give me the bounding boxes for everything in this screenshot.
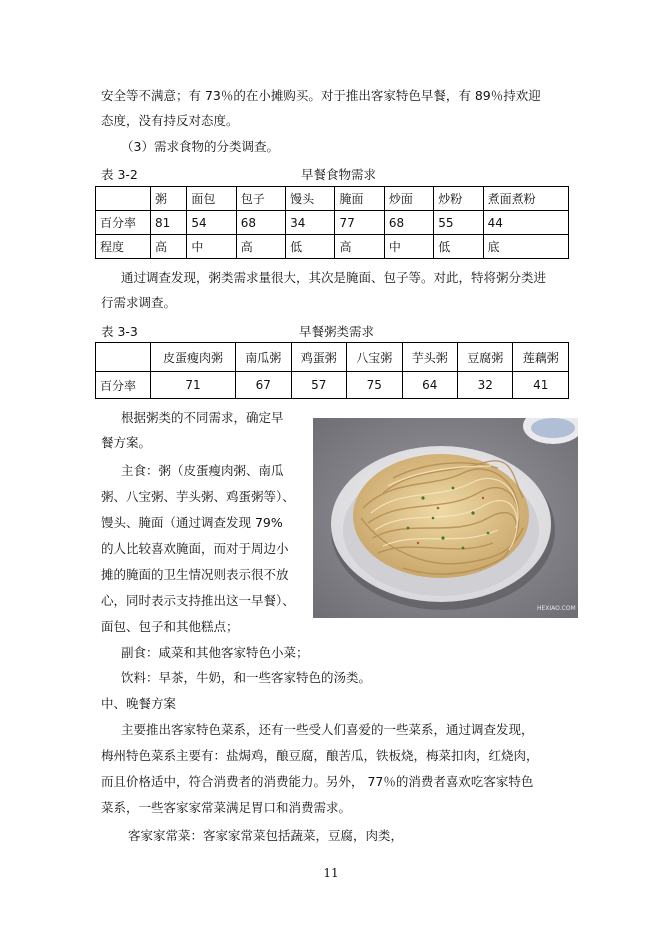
table-cell: 32 [458, 372, 513, 399]
table-cell: 低 [286, 235, 335, 259]
section-heading: （3）需求食物的分类调查。 [121, 139, 279, 154]
dinner-line-4: 菜系，一些客家家常菜满足胃口和消费需求。 [101, 800, 352, 815]
table-cell: 高 [335, 235, 384, 259]
table-cell: 41 [513, 372, 569, 399]
table1 [95, 186, 569, 259]
plan-line-8: 心，同时表示支持推出这一早餐）、 [101, 593, 295, 608]
table-cell: 67 [236, 372, 291, 399]
table-cell: 百分率 [96, 372, 151, 399]
table-cell: 炒面 [384, 187, 433, 211]
plan-line-2: 餐方案。 [101, 435, 152, 450]
table-cell: 馒头 [286, 187, 335, 211]
table-cell: 77 [335, 211, 384, 235]
table-cell: 南瓜粥 [236, 343, 291, 372]
table-cell: 粥 [151, 187, 187, 211]
dinner-line-1: 主要推出客家特色菜系，还有一些受人们喜爱的一些菜系，通过调查发现， [121, 722, 534, 737]
table-cell: 68 [236, 211, 285, 235]
analysis-line-2: 行需求调查。 [101, 295, 177, 310]
table1-title: 早餐食物需求 [301, 167, 377, 182]
table-cell: 鸡蛋粥 [291, 343, 346, 372]
table-cell: 57 [291, 372, 346, 399]
table-cell: 腌面 [335, 187, 384, 211]
intro-line-2: 态度，没有持反对态度。 [101, 113, 239, 128]
dinner-heading: 中、晚餐方案 [101, 696, 177, 711]
plan-line-6: 的人比较喜欢腌面，而对于周边小 [101, 541, 289, 556]
plan-line-4: 粥、八宝粥、芋头粥、鸡蛋粥等）、 [101, 489, 295, 504]
table2-label: 表 3-3 [101, 324, 138, 339]
table-cell: 煮面煮粉 [483, 187, 568, 211]
home-dishes-line: 客家家常菜：客家家常菜包括蔬菜，豆腐，肉类， [128, 828, 404, 843]
side-dish-line: 副食：咸菜和其他客家特色小菜； [121, 645, 309, 660]
plan-line-5: 馒头、腌面（通过调查发现 79% [101, 515, 283, 530]
table1-caption [101, 165, 377, 183]
intro-line-1: 安全等不满意；有 73％的在小摊购买。对于推出客家特色早餐，有 89％持欢迎 [101, 88, 541, 103]
table-row [96, 372, 569, 399]
table-cell: 芋头粥 [402, 343, 457, 372]
table-cell: 44 [483, 211, 568, 235]
table-cell: 包子 [236, 187, 285, 211]
table-cell: 中 [384, 235, 433, 259]
table-cell: 低 [434, 235, 483, 259]
table-cell: 68 [384, 211, 433, 235]
table-cell: 71 [151, 372, 236, 399]
table-cell: 百分率 [96, 211, 151, 235]
table-row [96, 235, 569, 259]
page-number: 11 [323, 866, 339, 880]
table-cell: 面包 [187, 187, 236, 211]
table-cell: 81 [151, 211, 187, 235]
table-cell: 底 [483, 235, 568, 259]
table-row [96, 211, 569, 235]
table-cell: 莲藕粥 [513, 343, 569, 372]
plan-line-1: 根据粥类的不同需求，确定早 [121, 410, 284, 425]
photo-watermark: HEXIAO.COM [537, 605, 576, 612]
table-cell [96, 343, 151, 372]
table-row [96, 343, 569, 372]
table-cell: 75 [347, 372, 402, 399]
table-cell: 54 [187, 211, 236, 235]
table-cell: 高 [236, 235, 285, 259]
plan-line-7: 摊的腌面的卫生情况则表示很不放 [101, 567, 289, 582]
table-row [96, 187, 569, 211]
table2-caption [101, 322, 375, 340]
plan-line-9: 面包、包子和其他糕点； [101, 619, 239, 634]
table-cell: 高 [151, 235, 187, 259]
table-cell: 55 [434, 211, 483, 235]
plan-line-3: 主食：粥（皮蛋瘦肉粥、南瓜 [121, 463, 284, 478]
table-cell: 八宝粥 [347, 343, 402, 372]
table1-label: 表 3-2 [101, 167, 138, 182]
table-cell: 豆腐粥 [458, 343, 513, 372]
table-cell [96, 187, 151, 211]
dinner-line-2: 梅州特色菜系主要有：盐焗鸡，酿豆腐，酿苦瓜，铁板烧，梅菜扣肉，红烧肉， [101, 748, 539, 763]
dinner-line-3: 而且价格适中，符合消费者的消费能力。另外， 77％的消费者喜欢吃客家特色 [101, 774, 534, 789]
table2-title: 早餐粥类需求 [299, 324, 375, 339]
drinks-line: 饮料：早茶，牛奶，和一些客家特色的汤类。 [121, 670, 372, 685]
table-cell: 炒粉 [434, 187, 483, 211]
table-cell: 34 [286, 211, 335, 235]
noodle-photo [313, 418, 578, 618]
table-cell: 程度 [96, 235, 151, 259]
table-cell: 64 [402, 372, 457, 399]
table2 [95, 342, 569, 399]
table-cell: 中 [187, 235, 236, 259]
table-cell: 皮蛋瘦肉粥 [151, 343, 236, 372]
analysis-line-1: 通过调查发现，粥类需求量很大，其次是腌面、包子等。对此，特将粥分类进 [121, 270, 547, 285]
